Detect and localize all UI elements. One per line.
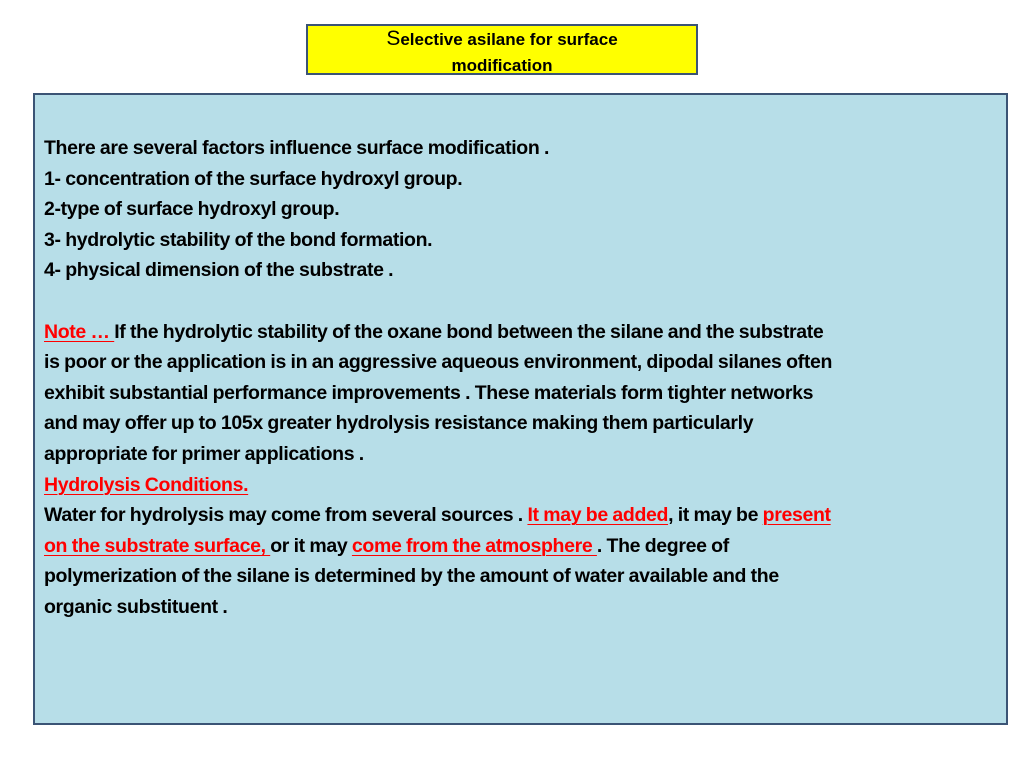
factors-intro: There are several factors influence surface modification . [44,137,550,159]
note-line-2: is poor or the application is in an aggressive aqueous environment, dipodal silanes often [44,351,833,374]
note-line-1 [44,317,1006,348]
hydrolysis-red-added: It may be added [527,504,669,527]
title-line1: elective asilane for surface [400,30,618,49]
hydrolysis-text-1: Water for hydrolysis may come from several sources . [44,504,528,527]
hydrolysis-text-2: , it may be [668,504,763,527]
hydrolysis-red-present: present [762,504,831,527]
note-text-1: If the hydrolytic stability of the oxane bond between the silane and the substrate [114,320,824,343]
hydrolysis-red-atmosphere: come from the atmosphere [351,534,597,557]
hydrolysis-line-1 [44,500,1006,531]
note-line-3: exhibit substantial performance improvements . These materials form tighter networks [44,381,814,404]
title-first-letter: S [386,27,401,50]
title-line2: modification [451,56,553,75]
note-line-4: and may offer up to 105x greater hydrolysis resistance making them particularly [44,412,754,435]
content-panel [33,93,1008,725]
slide-title-box [306,24,698,75]
hydrolysis-line-4: organic substituent . [44,595,228,618]
hydrolysis-line-2 [44,531,1006,562]
hydrolysis-heading: Hydrolysis Conditions. [44,473,249,496]
hydrolysis-text-4: . The degree of [596,534,729,557]
note-label: Note … [44,320,115,343]
hydrolysis-line-3: polymerization of the silane is determined by the amount of water available and the [44,565,779,588]
hydrolysis-text-3: or it may [270,534,352,557]
factor-item-2: 2-type of surface hydroxyl group. [44,198,340,221]
paragraph-spacer [44,286,1006,317]
factor-item-4: 4- physical dimension of the substrate . [44,259,394,282]
hydrolysis-red-surface: on the substrate surface, [44,534,271,557]
note-line-5: appropriate for primer applications . [44,442,364,465]
factor-item-1: 1- concentration of the surface hydroxyl group. [44,167,463,190]
factor-item-3: 3- hydrolytic stability of the bond formation. [44,228,433,251]
